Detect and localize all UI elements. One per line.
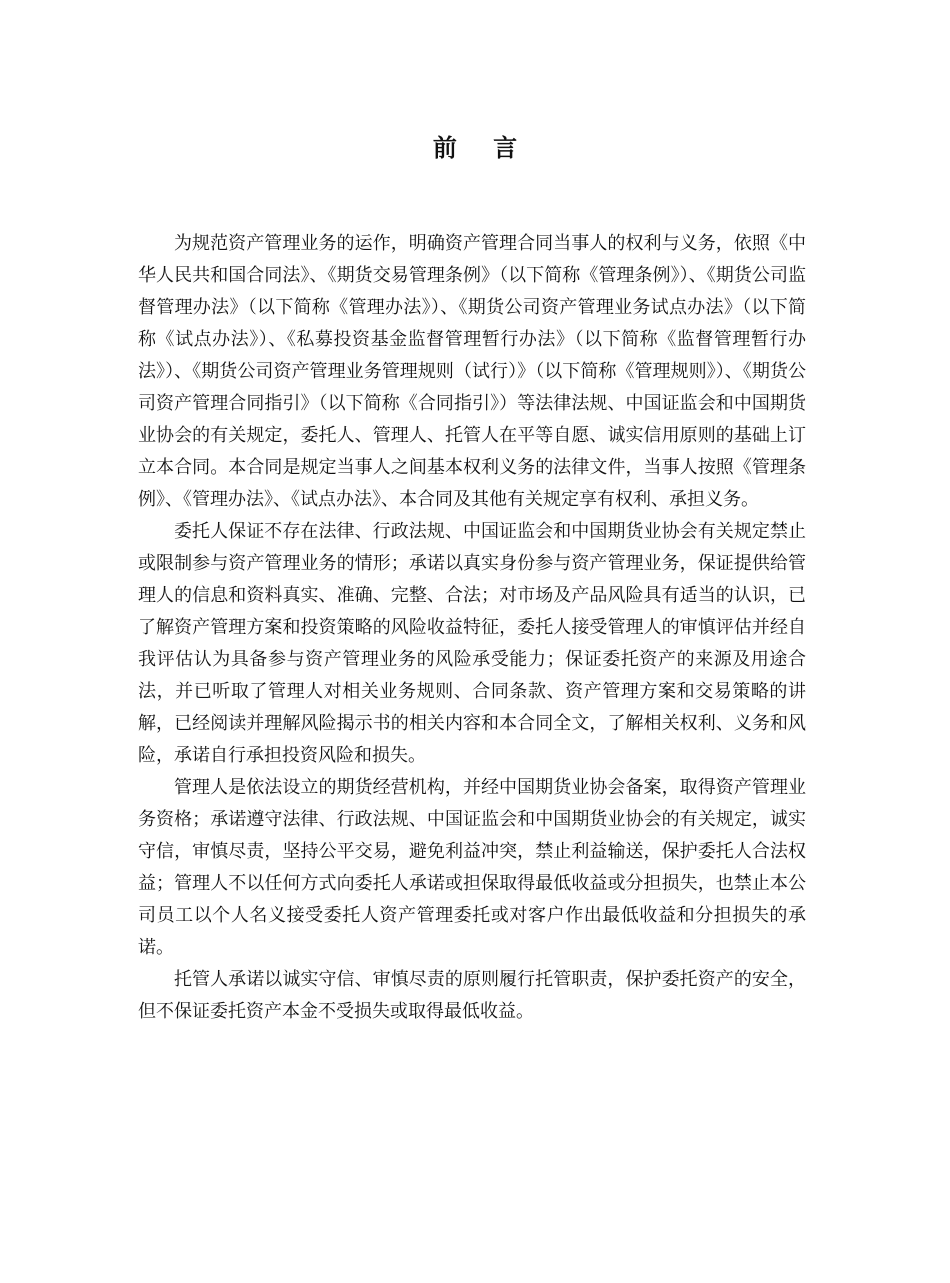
- paragraph-legal-basis: 为规范资产管理业务的运作，明确资产管理合同当事人的权利与义务，依照《中华人民共和国合同法》、《期货交易管理条例》（以下简称《管理条例》）、《期货公司监督管理办法》（以下简称《管理办法》）、《期货公司资产管理业务试点办法》（以下简称《试点办法》）、《私募投资基金监督管理暂行办法》（以下简称《监督管理暂行办法》）、《期货公司资产管理业务管理规则（试行）》（以下简称《管理规则》）、《期货公司资产管理合同指引》（以下简称《合同指引》）等法律法规、中国证监会和中国期货业协会的有关规定，委托人、管理人、托管人在平等自愿、诚实信用原则的基础上订立本合同。本合同是规定当事人之间基本权利义务的法律文件，当事人按照《管理条例》、《管理办法》、《试点办法》、本合同及其他有关规定享有权利、承担义务。: [138, 233, 806, 510]
- paragraph-client-commitment: 委托人保证不存在法律、行政法规、中国证监会和中国期货业协会有关规定禁止或限制参与资产管理业务的情形；承诺以真实身份参与资产管理业务，保证提供给管理人的信息和资料真实、准确、完整、合法；对市场及产品风险具有适当的认识，已了解资产管理方案和投资策略的风险收益特征，委托人接受管理人的审慎评估并经自我评估认为具备参与资产管理业务的风险承受能力；保证委托资产的来源及用途合法，并已听取了管理人对相关业务规则、合同条款、资产管理方案和交易策略的讲解，已经阅读并理解风险揭示书的相关内容和本合同全文，了解相关权利、义务和风险，承诺自行承担投资风险和损失。: [138, 521, 806, 766]
- paragraph-custodian-commitment: 托管人承诺以诚实守信、审慎尽责的原则履行托管职责，保护委托资产的安全，但不保证委托资产本金不受损失或取得最低收益。: [138, 969, 806, 1022]
- document-body: [138, 228, 806, 1028]
- paragraph-manager-commitment: 管理人是依法设立的期货经营机构，并经中国期货业协会备案，取得资产管理业务资格；承诺遵守法律、行政法规、中国证监会和中国期货业协会的有关规定，诚实守信，审慎尽责，坚持公平交易，避免利益冲突，禁止利益输送，保护委托人合法权益；管理人不以任何方式向委托人承诺或担保取得最低收益或分担损失，也禁止本公司员工以个人名义接受委托人资产管理委托或对客户作出最低收益和分担损失的承诺。: [138, 777, 806, 958]
- page-title: 前 言: [432, 133, 532, 162]
